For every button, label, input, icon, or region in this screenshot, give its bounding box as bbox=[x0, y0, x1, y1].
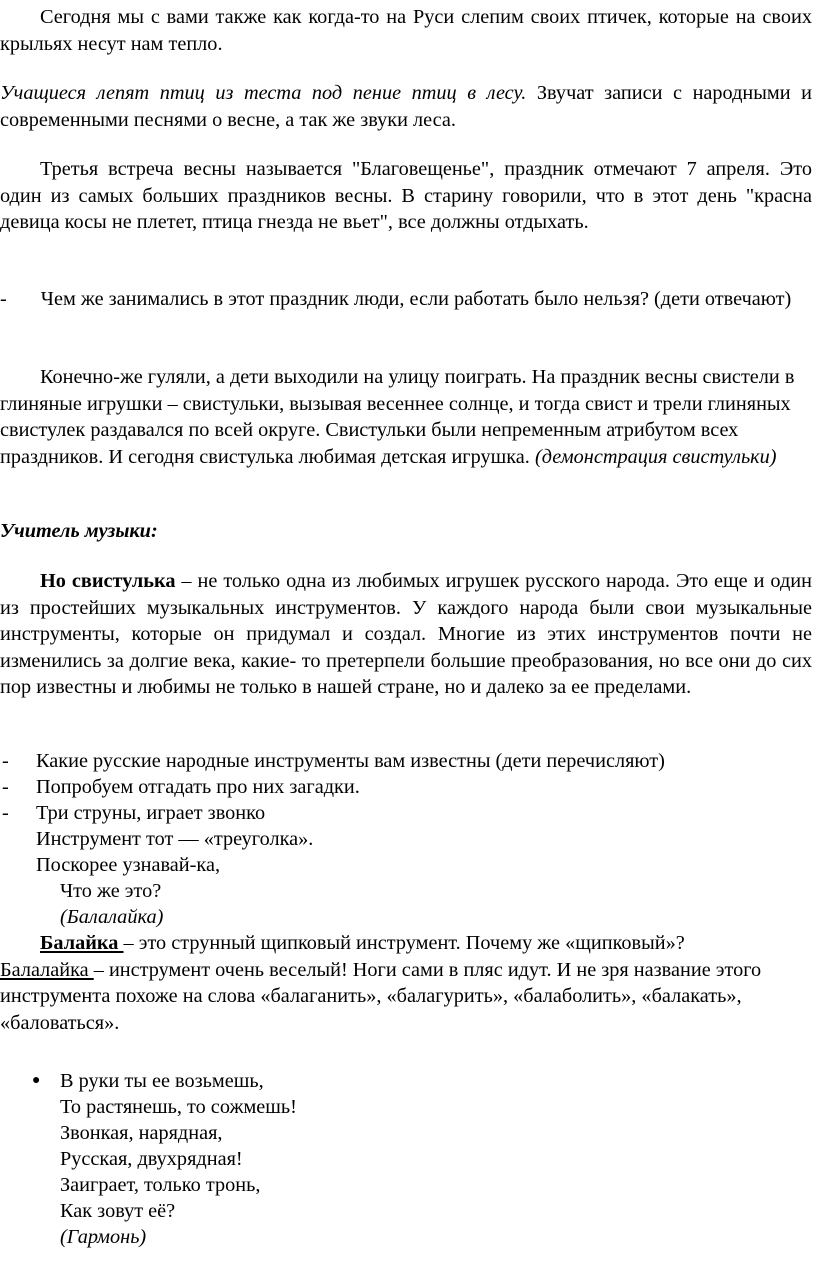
list-dash: - bbox=[2, 750, 9, 772]
paragraph-whistles-text: Конечно-же гуляли, а дети выходили на улицу поиграть. На праздник весны свистели в глиняные игрушки – свистульки, вызывая весеннее солнце, и тогда свист и трели глиняных свистулек раздавался по всей округе. Свистульки были непременным атрибутом всех праздников. И сегодня свистулька любимая детская игрушка. bbox=[0, 366, 795, 468]
paragraph-balalaika-line1: – это струнный щипковый инструмент. Почему же «щипковый»? bbox=[123, 932, 685, 954]
bullet-icon: ● bbox=[32, 1073, 41, 1088]
paragraph-activity bbox=[0, 80, 812, 133]
paragraph-annunciation-text: Третья встреча весны называется "Благовещенье", праздник отмечают 7 апреля. Это один из самых больших праздников весны. В старину говорили, что в этот день "красна девица косы не плетет, птица гнезда не вьет", все должны отдыхать. bbox=[0, 158, 812, 233]
riddle-line: Заиграет, только тронь, bbox=[60, 1174, 261, 1196]
list-dash: - bbox=[2, 776, 9, 798]
riddle-line: Звонкая, нарядная, bbox=[60, 1122, 223, 1144]
riddle-answer: (Гармонь) bbox=[60, 1226, 147, 1248]
list-item-text: Какие русские народные инструменты вам известны (дети перечисляют) bbox=[36, 750, 665, 772]
section-heading bbox=[0, 518, 812, 545]
riddle-line: То растянешь, то сожмешь! bbox=[60, 1096, 297, 1118]
riddle-line: В руки ты ее возьмешь, bbox=[60, 1070, 264, 1092]
paragraph-intro-text: Сегодня мы с вами также как когда-то на Руси слепим своих птичек, которые на своих крыльях несут нам тепло. bbox=[0, 6, 812, 55]
question-text: Чем же занимались в этот праздник люди, если работать было нельзя? (дети отвечают) bbox=[40, 288, 792, 310]
riddle-line: Русская, двухрядная! bbox=[60, 1148, 243, 1170]
paragraph-instruments-text: – не только одна из любимых игрушек русского народа. Это еще и один из простейших музыкальных инструментов. У каждого народа были свои музыкальные инструменты, которые он придумал и создал. Многие из этих инструментов почти не изменились за долгие века, какие- то претерпели большие преобразования, но все они до сих пор известны и любимы не только в нашей стране, но и далеко за ее пределами. bbox=[0, 570, 812, 698]
riddle-line: Инструмент тот — «треуголка». bbox=[36, 828, 314, 850]
list-dash: - bbox=[2, 802, 9, 824]
paragraph-activity-text: Звучат записи с народными и современными песнями о весне, а так же звуки леса. bbox=[0, 82, 813, 131]
question-dash: - bbox=[0, 288, 7, 310]
list-item-text: Три струны, играет звонко bbox=[36, 802, 266, 824]
paragraph-question bbox=[0, 286, 812, 313]
paragraph-whistles bbox=[0, 364, 806, 470]
paragraph-intro bbox=[0, 4, 812, 57]
demonstration-note: (демонстрация свистульки) bbox=[534, 445, 777, 468]
paragraph-balalaika bbox=[0, 930, 812, 1036]
music-teacher-heading: Учитель музыки: bbox=[0, 520, 158, 542]
whistle-term: Но свистулька bbox=[40, 570, 176, 592]
list-item-text: Попробуем отгадать про них загадки. bbox=[36, 776, 360, 798]
paragraph-instruments bbox=[0, 568, 812, 701]
stage-direction: Учащиеся лепят птиц из теста под пение птиц в лесу. bbox=[0, 82, 527, 104]
riddle-line: Поскорее узнавай-ка, bbox=[36, 854, 221, 876]
balalaika-term: Балайка bbox=[40, 932, 124, 954]
riddle-answer: (Балалайка) bbox=[60, 906, 164, 928]
paragraph-balalaika-text: – инструмент очень веселый! Ноги сами в пляс идут. И не зря название этого инструмента похоже на слова «балаганить», «балагурить», «балаболить», «балакать», «баловаться». bbox=[0, 958, 762, 1034]
riddle-line: Как зовут её? bbox=[60, 1200, 176, 1222]
paragraph-annunciation bbox=[0, 156, 812, 236]
riddle-line: Что же это? bbox=[60, 880, 162, 902]
balalaika-term-2: Балалайка bbox=[0, 958, 94, 981]
